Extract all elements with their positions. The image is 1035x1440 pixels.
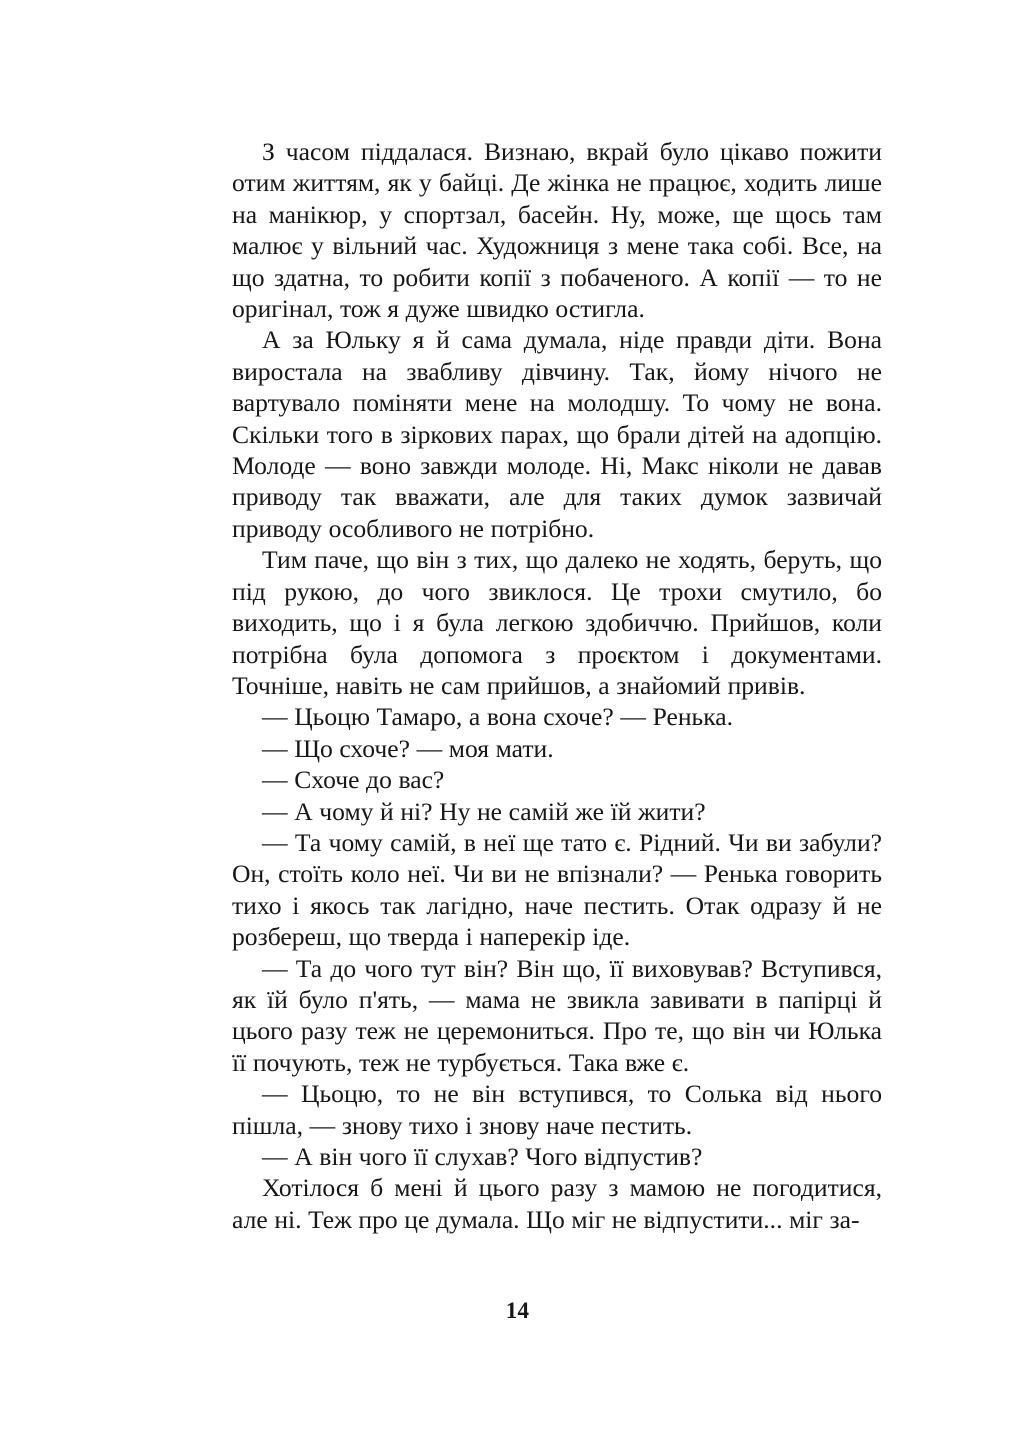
page-number: 14 xyxy=(505,1298,530,1323)
dialogue-line-8: — А він чого її слухав? Чого відпустив? xyxy=(262,1142,703,1171)
dialogue-line-7: — Цьоцю, то не він вступився, то Солька від нього пішла, — знову тихо і знову наче пестить. xyxy=(232,1079,882,1140)
paragraph-final: Хотілося б мені й цього разу з мамою не погодитися, але ні. Теж про це думала. Що міг не відпустити... міг за- xyxy=(232,1173,882,1234)
paragraph-2: А за Юльку я й сама думала, ніде правди діти. Вона виростала на звабливу дівчину. Так, йому нічого не вартувало поміняти мене на молодшу. То чому не вона. Скільки того в зіркових парах, що брали дітей на адопцію. Молоде — воно завжди молоде. Ні, Макс ніколи не давав приводу так вважати, але для таких думок зазвичай приводу особливого не потрібно. xyxy=(232,325,882,543)
body-text-block xyxy=(232,136,882,1235)
dialogue-line-5: — Та чому самій, в неї ще тато є. Рідний. Чи ви забули? Он, стоїть коло неї. Чи ви не впізнали? — Ренька говорить тихо і якось так лагідно, наче пестить. Отак одразу й не розбереш, що тверда і наперекір іде. xyxy=(232,827,882,952)
dialogue-line-4: — А чому й ні? Ну не самій же їй жити? xyxy=(262,796,706,826)
dialogue-line-6: — Та до чого тут він? Він що, її виховував? Вступився, як їй було п'ять, — мама не звикла завивати в папірці й цього разу теж не церемониться. Про те, що він чи Юлька її почують, теж не турбується. Така вже є. xyxy=(232,953,882,1077)
dialogue-line-2: — Що схоче? — моя мати. xyxy=(262,733,554,763)
paragraph-1: З часом піддалася. Визнаю, вкрай було цікаво пожити отим життям, як у байці. Де жінка не працює, ходить лише на манікюр, у спортзал, басейн. Ну, може, ще щось там малює у вільний час. Художниця з мене така собі. Все, на що здатна, то робити копії з побаченого. А копії — то не оригінал, тож я дуже швидко остигла. xyxy=(232,137,882,324)
dialogue-line-1: — Цьоцю Тамаро, а вона схоче? — Ренька. xyxy=(262,702,733,732)
dialogue-line-3: — Схоче до вас? xyxy=(262,765,445,795)
paragraph-3: Тим паче, що він з тих, що далеко не ходять, беруть, що під рукою, до чого звиклося. Це трохи смутило, бо виходить, що і я була легкою здобиччю. Прийшов, коли потрібна була допомога з проєктом і документами. Точніше, навіть не сам прийшов, а знайомий привів. xyxy=(232,545,882,700)
